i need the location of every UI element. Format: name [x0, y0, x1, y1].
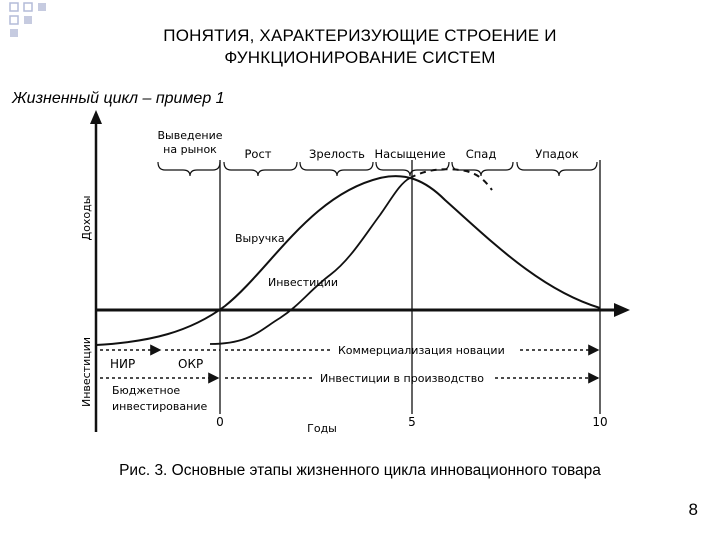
page-number: 8 [688, 500, 698, 519]
y-axis-investment-label: Инвестиции [80, 336, 93, 408]
slide-subtitle: Жизненный цикл – пример 1 [12, 90, 225, 107]
dev-label: ОКР [178, 357, 204, 371]
stage-fall: Упадок [535, 147, 579, 161]
stage-growth: Рост [244, 147, 272, 161]
stage-intro-line2: на рынок [163, 143, 217, 156]
revenue-curve [96, 176, 600, 345]
tick-10: 10 [592, 415, 608, 429]
brace-intro [158, 162, 220, 176]
commercialization-label: Коммерциализация новации [338, 344, 505, 357]
brace-fall [517, 162, 597, 176]
budget-label-line2: инвестирование [112, 400, 208, 413]
stage-decline: Спад [465, 147, 497, 161]
stage-maturity: Зрелость [309, 147, 365, 161]
stage-intro-line1: Выведение [157, 129, 223, 142]
tick-5: 5 [408, 415, 416, 429]
revenue-label: Выручка [235, 232, 285, 245]
rd-label: НИР [110, 357, 136, 371]
figure-caption: Рис. 3. Основные этапы жизненного цикла инновационного товара [119, 462, 601, 479]
x-axis-label: Годы [307, 422, 337, 435]
y-axis-arrow [90, 110, 102, 124]
stage-saturation: Насыщение [374, 147, 446, 161]
slide-title-line2: ФУНКЦИОНИРОВАНИЕ СИСТЕМ [224, 48, 496, 67]
brace-growth [224, 162, 297, 176]
y-axis-income-label: Доходы [80, 195, 93, 241]
investment-curve-label: Инвестиции [268, 276, 339, 289]
tick-0: 0 [216, 415, 224, 429]
investment-curve [210, 178, 410, 344]
brace-maturity [300, 162, 373, 176]
budget-label-line1: Бюджетное [112, 384, 181, 397]
brace-decline [452, 162, 513, 176]
slide-title-line1: ПОНЯТИЯ, ХАРАКТЕРИЗУЮЩИЕ СТРОЕНИЕ И [163, 26, 557, 45]
x-axis-arrow [614, 303, 630, 317]
production-investment-label: Инвестиции в производство [320, 372, 484, 385]
